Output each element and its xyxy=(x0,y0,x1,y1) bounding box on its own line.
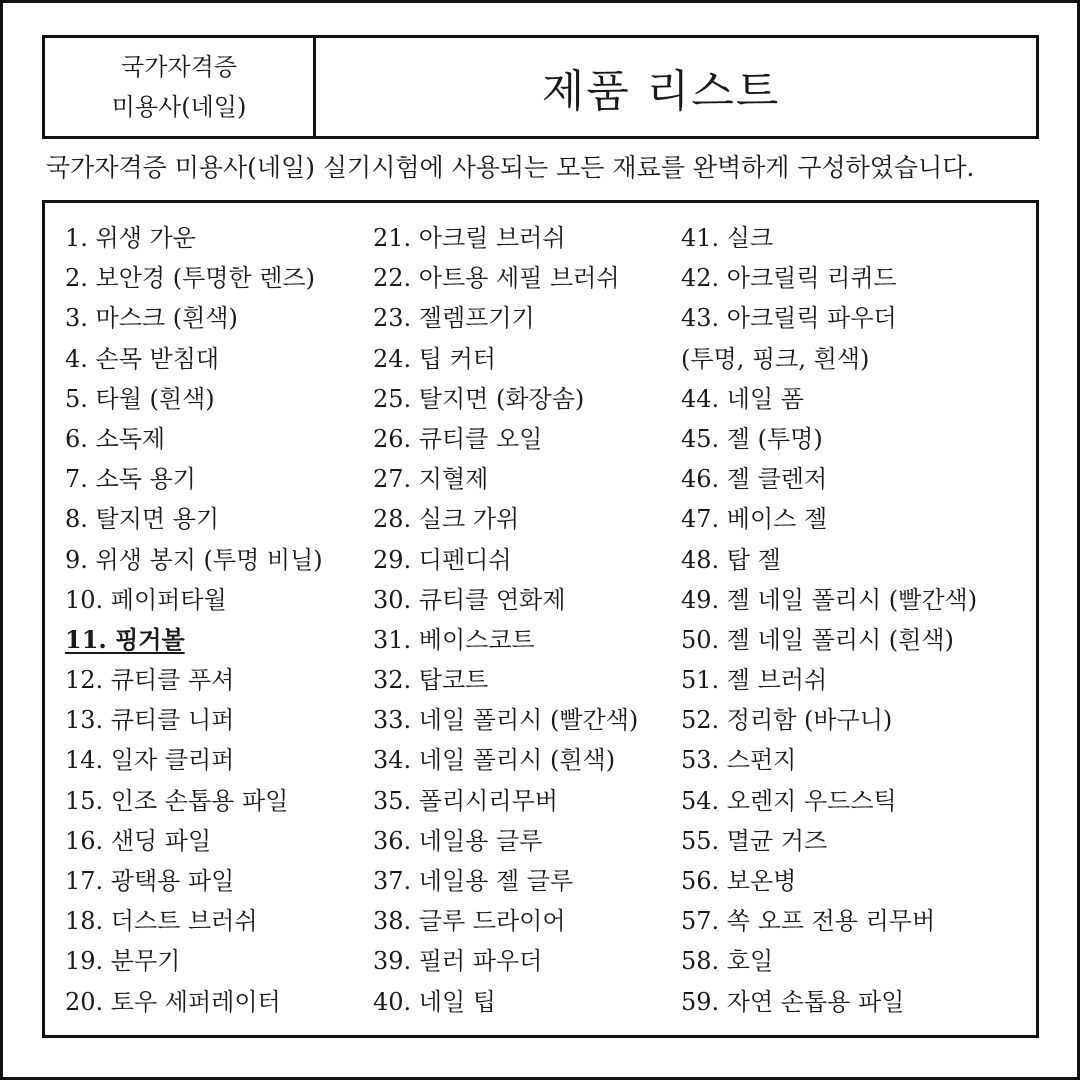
list-item: 13. 큐티클 니퍼 xyxy=(65,706,235,735)
list-item: 22. 아트용 세필 브러쉬 xyxy=(373,264,620,293)
list-item: 16. 샌딩 파일 xyxy=(65,826,212,855)
list-item: 41. 실크 xyxy=(681,224,774,252)
list-item-continuation: (투명, 핑크, 흰색) xyxy=(681,344,870,373)
list-item: 6. 소독제 xyxy=(65,424,166,453)
list-item: 8. 탈지면 용기 xyxy=(65,505,220,534)
list-item: 44. 네일 폼 xyxy=(681,384,804,413)
list-item: 32. 탑코트 xyxy=(373,666,489,695)
list-item: 10. 페이퍼타월 xyxy=(65,585,227,614)
list-item: 59. 자연 손톱용 파일 xyxy=(681,987,905,1016)
list-item: 27. 지혈제 xyxy=(373,465,489,494)
list-item: 37. 네일용 젤 글루 xyxy=(373,867,574,895)
list-item: 31. 베이스코트 xyxy=(373,625,535,654)
list-item: 28. 실크 가위 xyxy=(373,505,520,534)
list-item: 58. 호일 xyxy=(681,947,774,976)
list-item: 46. 젤 클렌저 xyxy=(681,465,828,494)
list-item: 21. 아크릴 브러쉬 xyxy=(373,224,566,252)
list-item: 56. 보온병 xyxy=(681,867,797,895)
list-item: 55. 멸균 거즈 xyxy=(681,826,828,855)
list-item: 52. 정리함 (바구니) xyxy=(681,706,893,735)
page-subtitle: 국가자격증 미용사(네일) 실기시험에 사용되는 모든 재료를 완벽하게 구성하였습니다. xyxy=(46,153,975,182)
list-item: 26. 큐티클 오일 xyxy=(373,424,543,453)
list-item: 24. 팁 커터 xyxy=(373,344,496,373)
list-item: 18. 더스트 브러쉬 xyxy=(65,907,258,936)
list-item-highlighted: 11. 핑거볼 xyxy=(65,624,185,654)
list-item: 4. 손목 받침대 xyxy=(65,344,220,373)
certification-label-line1: 국가자격증 xyxy=(121,53,237,81)
list-item: 57. 쏙 오프 전용 리무버 xyxy=(681,907,936,936)
list-item: 35. 폴리시리무버 xyxy=(373,786,558,815)
list-item: 15. 인조 손톱용 파일 xyxy=(65,786,289,815)
product-column-3 xyxy=(681,218,977,1022)
list-item: 7. 소독 용기 xyxy=(65,465,196,494)
product-column-2 xyxy=(373,218,638,1022)
page-title: 제품 리스트 xyxy=(541,66,781,117)
list-item: 50. 젤 네일 폴리시 (흰색) xyxy=(681,625,954,654)
list-item: 12. 큐티클 푸셔 xyxy=(65,666,235,695)
list-item: 3. 마스크 (흰색) xyxy=(65,304,238,333)
list-item: 38. 글루 드라이어 xyxy=(373,907,566,936)
list-item: 17. 광택용 파일 xyxy=(65,867,235,895)
list-item: 23. 젤렘프기기 xyxy=(373,304,535,333)
list-item: 43. 아크릴릭 파우더 xyxy=(681,304,897,333)
list-item: 5. 타월 (흰색) xyxy=(65,384,215,413)
list-item: 45. 젤 (투명) xyxy=(681,424,823,453)
list-item: 30. 큐티클 연화제 xyxy=(373,585,566,614)
list-item: 2. 보안경 (투명한 렌즈) xyxy=(65,264,315,293)
list-item: 47. 베이스 젤 xyxy=(681,505,828,534)
list-item: 25. 탈지면 (화장솜) xyxy=(373,384,585,413)
list-item: 36. 네일용 글루 xyxy=(373,826,543,855)
list-item: 54. 오렌지 우드스틱 xyxy=(681,786,897,815)
list-item: 53. 스펀지 xyxy=(681,746,797,775)
certification-label-line2: 미용사(네일) xyxy=(111,93,247,121)
list-item: 20. 토우 세퍼레이터 xyxy=(65,987,281,1016)
list-item: 33. 네일 폴리시 (빨간색) xyxy=(373,706,639,735)
list-item: 39. 필러 파우더 xyxy=(373,947,543,976)
list-item: 34. 네일 폴리시 (흰색) xyxy=(373,746,616,775)
list-item: 19. 분무기 xyxy=(65,947,181,976)
header-box xyxy=(42,35,1039,139)
product-list xyxy=(42,200,1039,1038)
list-item: 9. 위생 봉지 (투명 비닐) xyxy=(65,545,323,574)
list-item: 49. 젤 네일 폴리시 (빨간색) xyxy=(681,585,978,614)
list-item: 14. 일자 클리퍼 xyxy=(65,746,235,775)
list-item: 51. 젤 브러쉬 xyxy=(681,666,828,695)
product-column-1 xyxy=(65,218,323,1022)
certification-label xyxy=(45,38,316,136)
list-item: 40. 네일 팁 xyxy=(373,987,496,1016)
list-item: 42. 아크릴릭 리퀴드 xyxy=(681,264,897,293)
list-item: 29. 디펜디쉬 xyxy=(373,545,512,574)
list-item: 1. 위생 가운 xyxy=(65,224,196,252)
list-item: 48. 탑 젤 xyxy=(681,545,781,574)
